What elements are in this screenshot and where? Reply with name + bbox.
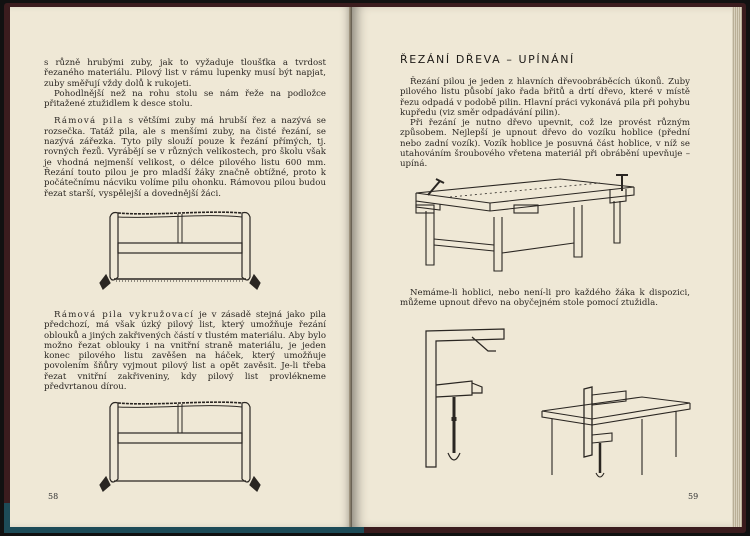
left-text-bottom <box>44 310 326 392</box>
page-number-left: 58 <box>48 492 59 501</box>
left-text-top <box>44 58 326 199</box>
workbench-illustration <box>410 167 642 275</box>
frame-saw-term: Rámová pila <box>54 116 124 127</box>
chapter-heading: ŘEZÁNÍ DŘEVA – UPÍNÁNÍ <box>400 53 575 66</box>
right-paragraph-1: Řezání pilou je jeden z hlavních dřevoobráběcích úkonů. Zuby pilového listu působí jako řada břitů a drtí dřevo, které v místě řezu odpadá v podobě pilin. Hlavní práci vykonává pila při pohybu kupředu (viz směr odpadávání pilin). <box>400 77 690 118</box>
left-paragraph-4: Rámová pila vykružovací je v zásadě stejná jako pila předchozí, má však úzký pilový list, který umožňuje řezání oblouků a jiných zakřivených částí v tlustém materiálu. Aby bylo možno řezat oblouky i na vnitřní straně materiálu, je jeden konec pilového listu zavěšen na háček, který umožňuje povolením šňůry vyjmout pilový list a opět zavěsit. Je-li třeba řezat vnitřní zakřiveniny, kdy pilový list provlékneme předvrtanou dírou. <box>44 310 326 393</box>
coping-frame-saw-illustration <box>96 397 286 497</box>
right-page <box>352 7 734 527</box>
book-spread <box>4 3 746 533</box>
table-clamp-illustration <box>522 375 702 485</box>
left-paragraph-3: Rámová pila s většími zuby má hrubší řez a nazývá se rozsečka. Tatáž pila, ale s menšími zuby, na čisté řezání, se nazývá zářezka. Tyto pily slouží pouze k řezání přímých, tj. rovných řezů. Vyrábějí se v různých velikostech, pro školu však je vhodná nejmenší velikost, o délce pilového listu 600 mm. Řezání touto pilou je pro mladší žáky značně obtížné, proto k počátečnímu nácviku volíme pilu ohonku. Rámovou pilou budou řezat starší, vyspělejší a dovednější žáci. <box>44 116 326 199</box>
coping-frame-saw-term: Rámová pila vykružovací <box>54 310 195 320</box>
right-text-bottom <box>400 288 690 309</box>
left-page <box>10 7 352 527</box>
right-text-top <box>400 77 690 170</box>
right-paragraph-3: Nemáme-li hoblici, nebo není-li pro každého žáka k dispozici, můžeme upnout dřevo na obyčejném stole pomocí ztužidla. <box>400 288 690 309</box>
left-paragraph-2: Pohodlnější než na rohu stolu se nám řeže na podložce přitažené ztužidlem k desce stolu. <box>44 88 326 110</box>
page-block-edge <box>732 7 742 527</box>
left-paragraph-1: s různě hrubými zuby, jak to vyžaduje tloušťka a tvrdost řezaného materiálu. Pilový list v rámu lupenky musí být napjat, zuby směřují vždy dolů k rukojeti. <box>44 58 326 89</box>
frame-saw-illustration <box>96 203 286 295</box>
page-number-right: 59 <box>688 492 699 501</box>
clamp-illustration <box>412 325 512 475</box>
right-paragraph-2: Při řezání je nutno dřevo upevnit, což lze provést různým způsobem. Nejlepší je upnout dřevo do vozíku hoblice (přední nebo zadní vozík). Vozík hoblice je posuvná část hoblice, v níž se utahováním šroubového vřetena materiál při obrábění upevňuje – upíná. <box>400 118 690 170</box>
